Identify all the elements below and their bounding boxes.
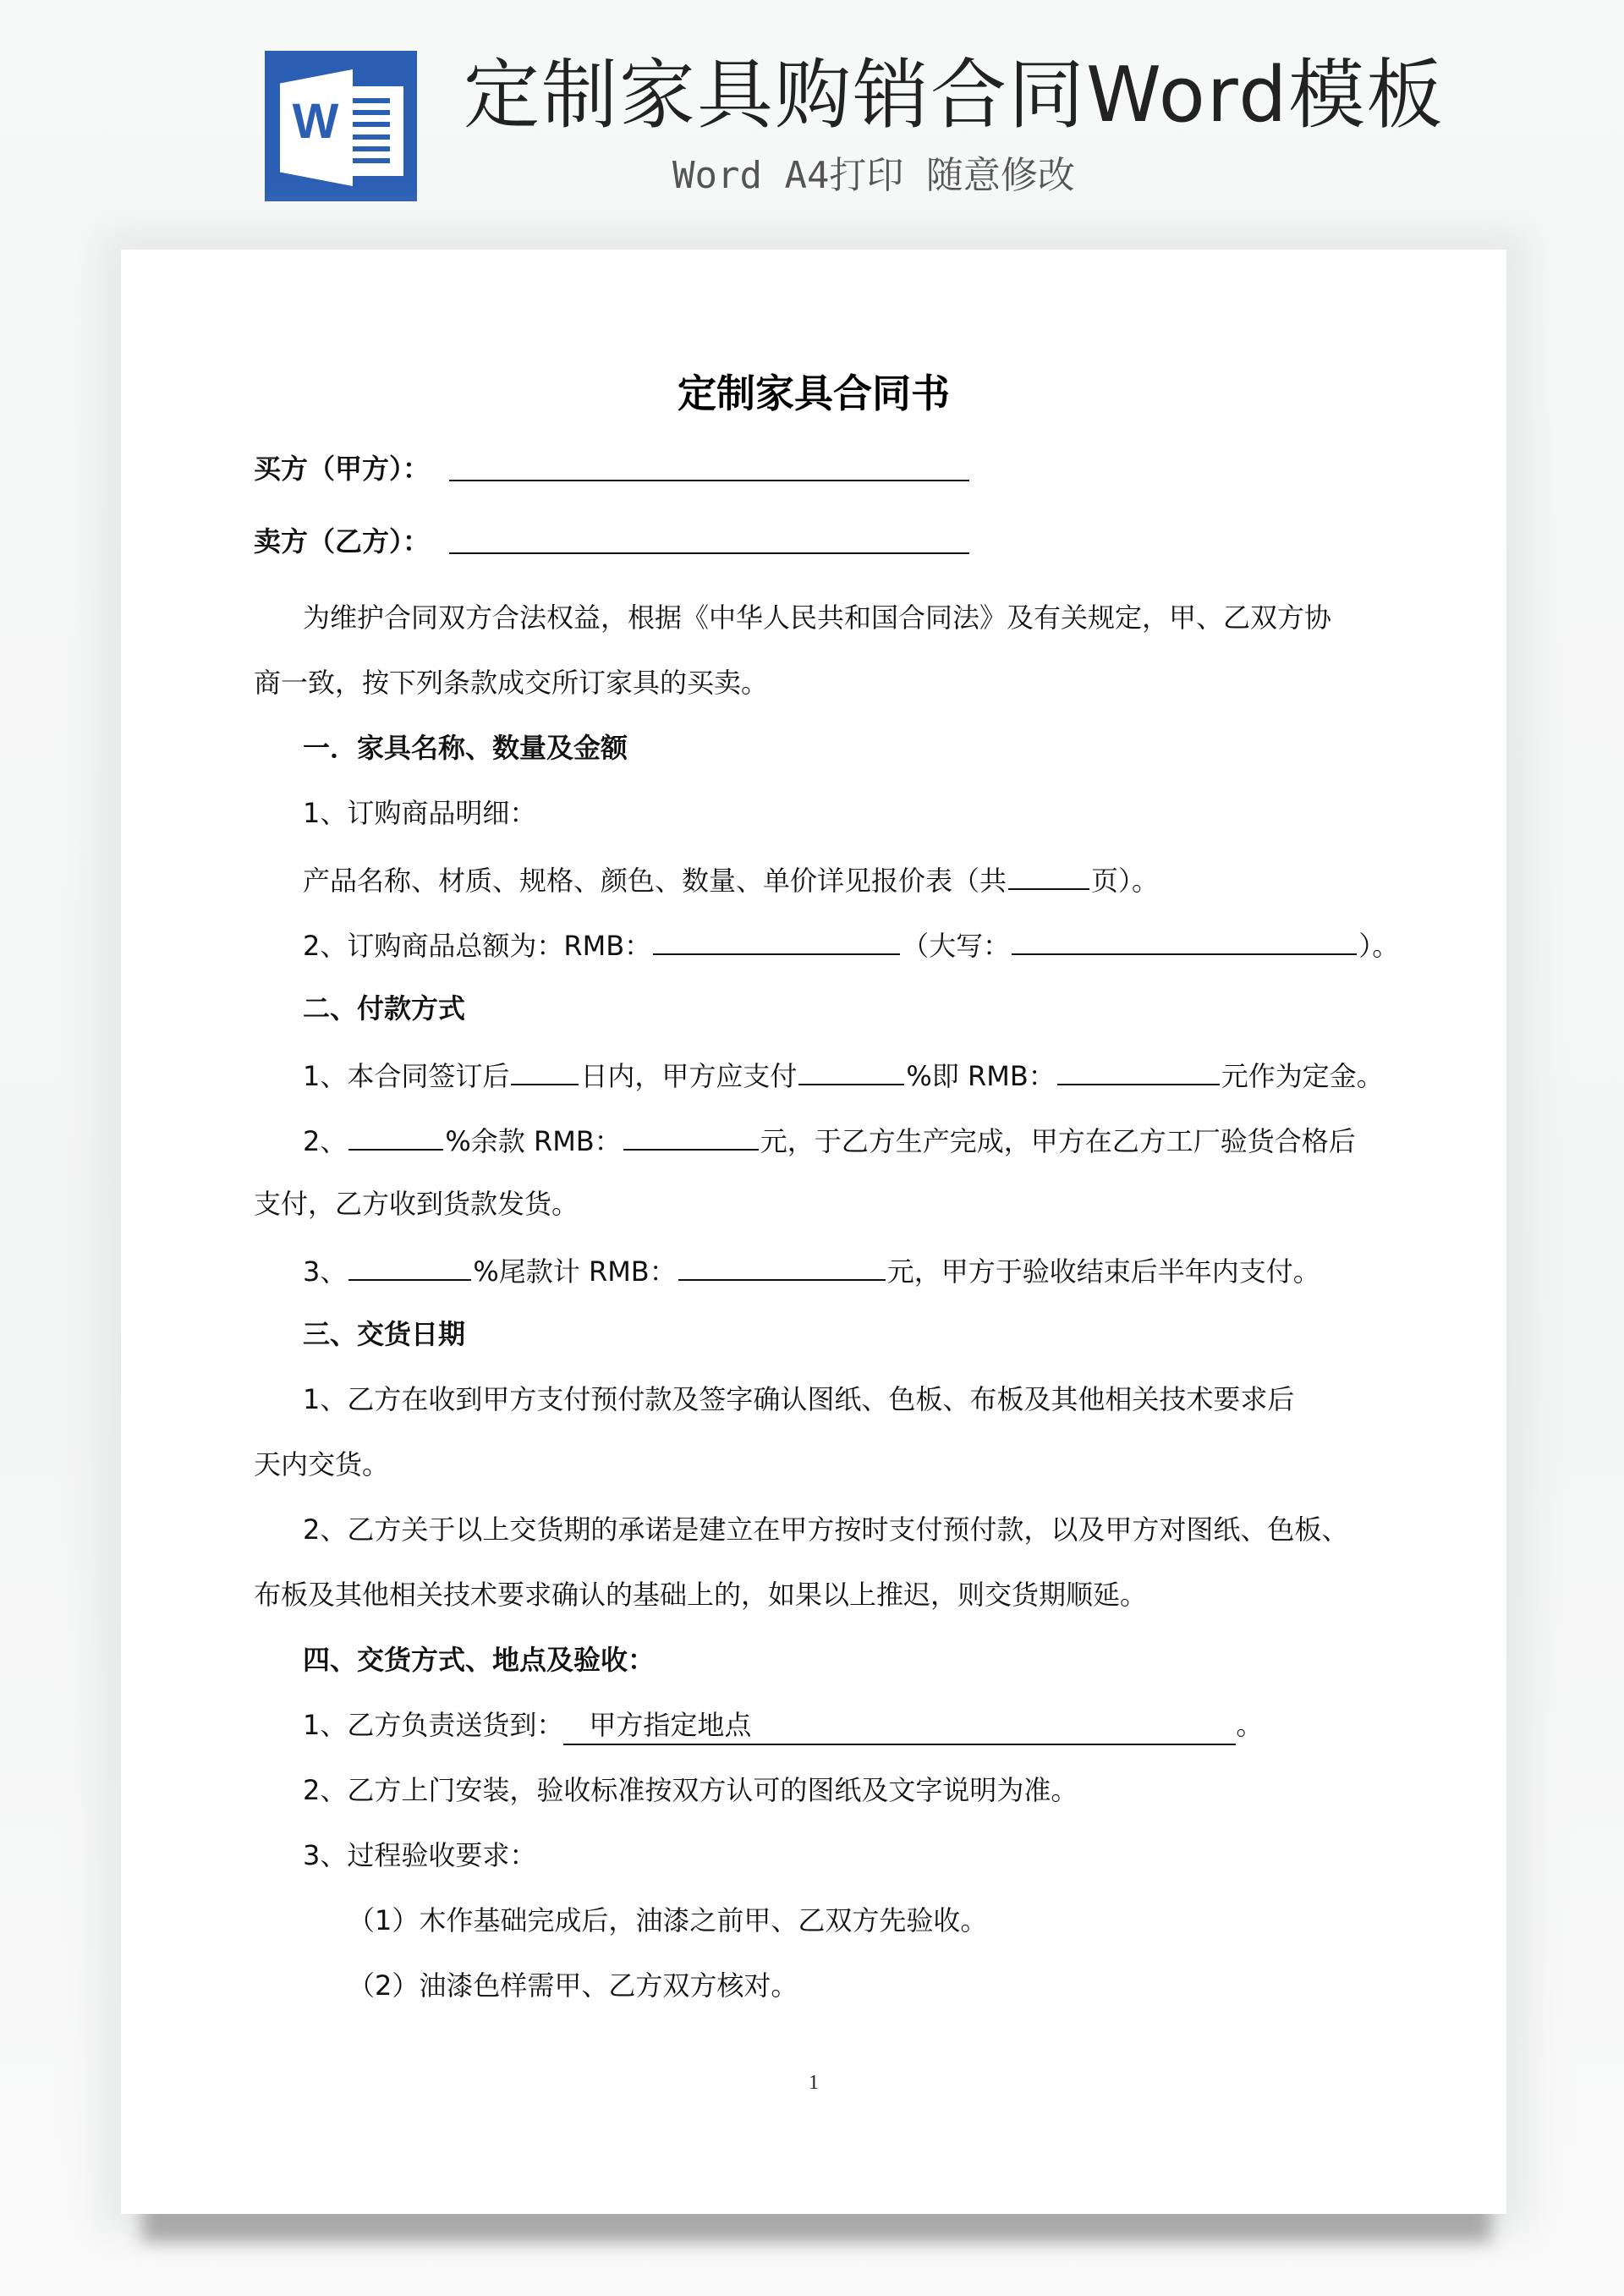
seller-label: 卖方（乙方）： bbox=[254, 525, 431, 558]
intro-paragraph-line2: 商一致，按下列条款成交所订家具的买卖。 bbox=[254, 667, 769, 699]
section2-item3 bbox=[303, 1250, 1320, 1290]
section2-heading: 二、付款方式 bbox=[303, 992, 466, 1024]
word-letter-icon: W bbox=[292, 94, 339, 149]
delivery-location-value: 甲方指定地点 bbox=[589, 1709, 752, 1741]
delivery-location-field[interactable] bbox=[563, 1706, 1236, 1745]
section1-item1-detail bbox=[303, 860, 1159, 899]
deposit-text-a: 1、本合同签订后 bbox=[303, 1060, 510, 1092]
final-text-c: 元，甲方于验收结束后半年内支付。 bbox=[886, 1255, 1320, 1288]
buyer-field bbox=[254, 450, 430, 487]
banner-title: 定制家具购销合同Word模板 bbox=[464, 51, 1445, 140]
total-label: 2、订购商品总额为：RMB： bbox=[303, 930, 652, 962]
balance-text-b: %余款 RMB： bbox=[445, 1125, 622, 1157]
buyer-input-line[interactable] bbox=[449, 459, 969, 481]
banner-subtitle: Word A4打印 随意修改 bbox=[672, 154, 1075, 197]
section1-item2 bbox=[303, 925, 1399, 964]
balance-rmb-blank[interactable] bbox=[623, 1120, 759, 1151]
detail-text: 产品名称、材质、规格、颜色、数量、单价详见报价表（共 bbox=[303, 865, 1007, 897]
total-capital-blank[interactable] bbox=[1012, 925, 1357, 955]
balance-text-a: 2、 bbox=[303, 1125, 348, 1157]
delivery-end: 。 bbox=[1236, 1709, 1264, 1741]
deposit-text-d: 元作为定金。 bbox=[1221, 1060, 1384, 1092]
section3-item2-line1: 2、乙方关于以上交货期的承诺是建立在甲方按时支付预付款，以及甲方对图纸、色板、 bbox=[303, 1513, 1349, 1546]
section4-item3: 3、过程验收要求： bbox=[303, 1839, 537, 1871]
capital-label: （大写： bbox=[902, 930, 1011, 962]
seller-field bbox=[254, 523, 430, 560]
total-rmb-blank[interactable] bbox=[653, 925, 900, 955]
section3-item1-line2: 天内交货。 bbox=[254, 1448, 390, 1480]
deposit-text-b: 日内，甲方应支付 bbox=[580, 1060, 798, 1092]
section3-item1-line1: 1、乙方在收到甲方支付预付款及签字确认图纸、色板、布板及其他相关技术要求后 bbox=[303, 1383, 1295, 1415]
deposit-percent-blank[interactable] bbox=[798, 1055, 904, 1085]
deposit-rmb-blank[interactable] bbox=[1057, 1055, 1220, 1085]
buyer-label: 买方（甲方）： bbox=[254, 453, 431, 485]
section4-item3-sub1: （1）木作基础完成后，油漆之前甲、乙双方先验收。 bbox=[348, 1904, 988, 1936]
deposit-text-c: %即 RMB： bbox=[906, 1060, 1056, 1092]
section4-heading: 四、交货方式、地点及验收： bbox=[303, 1644, 656, 1676]
intro-paragraph-line1: 为维护合同双方合法权益，根据《中华人民共和国合同法》及有关规定，甲、乙双方协 bbox=[303, 601, 1332, 634]
document-title: 定制家具合同书 bbox=[678, 371, 950, 416]
detail-text-end: 页）。 bbox=[1091, 865, 1160, 897]
delivery-label: 1、乙方负责送货到： bbox=[303, 1709, 564, 1741]
section3-heading: 三、交货日期 bbox=[303, 1318, 466, 1350]
section3-item2-line2: 布板及其他相关技术要求确认的基础上的，如果以上推迟，则交货期顺延。 bbox=[254, 1579, 1148, 1611]
section1-item1: 1、订购商品明细： bbox=[303, 797, 537, 829]
final-text-a: 3、 bbox=[303, 1255, 348, 1288]
seller-input-line[interactable] bbox=[449, 532, 969, 554]
section4-item3-sub2: （2）油漆色样需甲、乙方双方核对。 bbox=[348, 1969, 798, 2002]
section4-item1 bbox=[303, 1706, 1263, 1745]
final-text-b: %尾款计 RMB： bbox=[473, 1255, 677, 1288]
pages-count-blank[interactable] bbox=[1008, 860, 1089, 890]
days-blank[interactable] bbox=[511, 1055, 579, 1085]
balance-percent-blank[interactable] bbox=[348, 1120, 443, 1151]
final-rmb-blank[interactable] bbox=[678, 1250, 886, 1281]
section1-heading: 一．家具名称、数量及金额 bbox=[303, 732, 628, 764]
page-number: 1 bbox=[809, 2072, 819, 2094]
section4-item2: 2、乙方上门安装，验收标准按双方认可的图纸及文字说明为准。 bbox=[303, 1774, 1078, 1806]
section2-item2 bbox=[303, 1120, 1356, 1160]
section2-item2-cont: 支付，乙方收到货款发货。 bbox=[254, 1188, 579, 1220]
section2-item1 bbox=[303, 1055, 1384, 1095]
document-lines-graphic bbox=[351, 86, 403, 176]
balance-text-c: 元，于乙方生产完成，甲方在乙方工厂验货合格后 bbox=[760, 1125, 1356, 1157]
total-end: ）。 bbox=[1358, 930, 1400, 962]
document-page bbox=[121, 250, 1506, 2214]
final-percent-blank[interactable] bbox=[348, 1250, 471, 1281]
word-app-icon bbox=[265, 51, 417, 201]
